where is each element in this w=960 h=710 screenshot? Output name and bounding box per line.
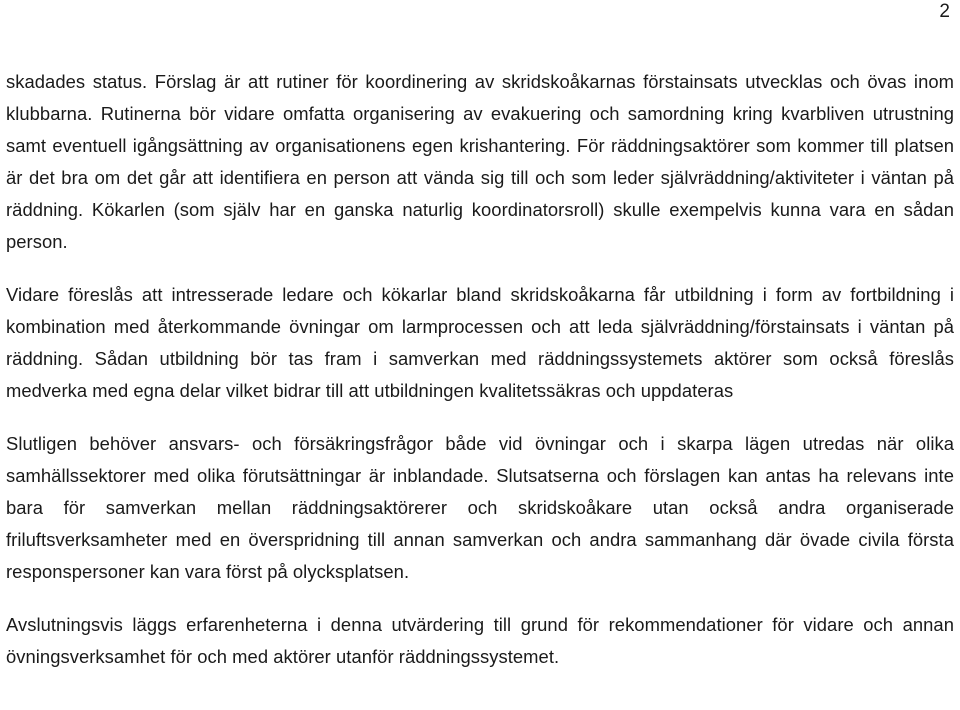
page-number: 2	[939, 1, 950, 22]
document-body	[6, 66, 954, 673]
paragraph-2: Vidare föreslås att intresserade ledare och kökarlar bland skridskoåkarna får utbildning i form av fortbildning i kombination med återkommande övningar om larmprocessen och att leda självräddning/förstainsats i väntan på räddning. Sådan utbildning bör tas fram i samverkan med räddningssystemets aktörer som också föreslås medverka med egna delar vilket bidrar till att utbildningen kvalitetssäkras och uppdateras	[6, 284, 954, 401]
paragraph-1: skadades status. Förslag är att rutiner för koordinering av skridskoåkarnas förstainsats utvecklas och övas inom klubbarna. Rutinerna bör vidare omfatta organisering av evakuering och samordning kring kvarbliven utrustning samt eventuell igångsättning av organisationens egen krishantering. För räddningsaktörer som kommer till platsen är det bra om det går att identifiera en person att vända sig till och som leder självräddning/aktiviteter i väntan på räddning. Kökarlen (som själv har en ganska naturlig koordinatorsroll) skulle exempelvis kunna vara en sådan person.	[6, 71, 954, 252]
paragraph-3: Slutligen behöver ansvars- och försäkringsfrågor både vid övningar och i skarpa lägen utredas när olika samhällssektorer med olika förutsättningar är inblandade. Slutsatserna och förslagen kan antas ha relevans inte bara för samverkan mellan räddningsaktörerer och skridskoåkare utan också andra organiserade friluftsverksamheter med en överspridning till annan samverkan och andra sammanhang där övade civila första responspersoner kan vara först på olycksplatsen.	[6, 433, 954, 582]
paragraph-spacer	[6, 407, 954, 428]
paragraph-spacer	[6, 588, 954, 609]
paragraph-4: Avslutningsvis läggs erfarenheterna i denna utvärdering till grund för rekommendationer för vidare och annan övningsverksamhet för och med aktörer utanför räddningssystemet.	[6, 614, 954, 667]
paragraph-spacer	[6, 258, 954, 279]
